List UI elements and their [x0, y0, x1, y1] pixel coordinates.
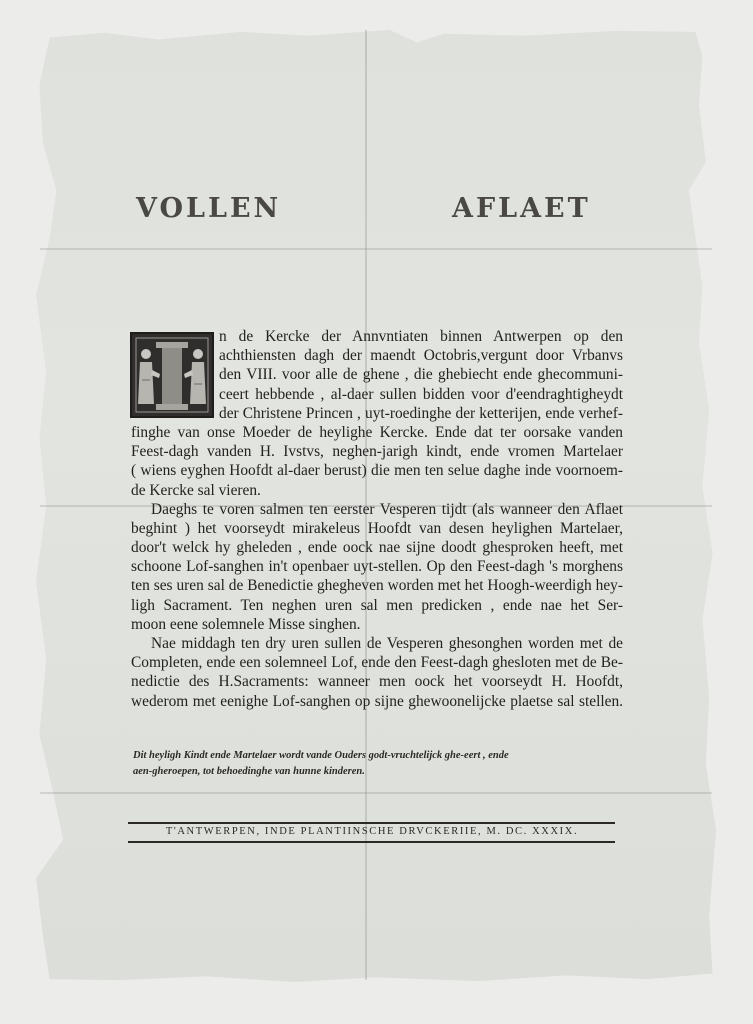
note-line: aen-gheroepen, tot behoedinghe van hunne kinderen. [133, 766, 365, 777]
note-line: Dit heyligh Kindt ende Martelaer wordt vande Ouders godt-vruchtelijck ghe-eert , ende [133, 750, 509, 761]
printer-imprint: T'ANTWERPEN, INDE PLANTIINSCHE DRVCKERIIE, M. DC. XXXIX. [165, 826, 579, 837]
text-line: nedictie des H.Sacraments: wanneer men oock het voorseydt H. Hoofdt, [131, 673, 623, 691]
text-line: beghint ) het voorseydt mirakeleus Hoofdt van desen heylighen Martelaer, [131, 519, 623, 537]
text-line: ligh Sacrament. Ten neghen uren sal men predicken , ende nae het Ser- [131, 596, 623, 614]
fold-crease-horizontal [40, 792, 712, 794]
proclamation-text [131, 327, 623, 711]
text-line: ten ses uren sal de Benedictie ghegheven worden met het Hoogh-weerdigh hey- [131, 577, 623, 595]
italic-note [133, 748, 609, 780]
text-line: de Kercke sal vieren. [131, 481, 261, 499]
text-line: schoone Lof-sanghen in't openbaer uyt-stellen. Op den Feest-dagh 's morghens [131, 558, 623, 576]
text-line: Completen, ende een solemneel Lof, ende den Feest-dagh ghesloten met de Be- [131, 654, 623, 672]
title-left: VOLLEN [136, 193, 282, 224]
fold-crease-horizontal [40, 248, 712, 250]
text-line: ( wiens eyghen Hoofdt al-daer berust) die men ten selue daghe inde voornoem- [131, 462, 623, 480]
text-line: Nae middagh ten dry uren sullen de Vesperen ghesonghen worden met de [151, 635, 623, 652]
text-line: moon eene solemnele Misse singhen. [131, 615, 361, 633]
text-line: der Christene Princen , uyt-roedinghe der ketterijen, ende verhef- [219, 404, 623, 422]
title-right: AFLAET [452, 193, 591, 224]
text-line: Daeghs te voren salmen ten eerster Vesperen tijdt (als wanneer den Aflaet [151, 500, 623, 518]
text-line: n de Kercke der Annvntiaten binnen Antwerpen op den [219, 328, 623, 345]
text-line: wederom met eenighe Lof-sanghen op sijne ghewoonelijcke plaetse sal stellen. [131, 692, 623, 710]
text-line: finghe van onse Moeder de heylighe Kercke. Ende dat ter oorsake vanden [131, 423, 623, 441]
imprint-rule-bottom [128, 841, 615, 843]
imprint-rule-top [128, 822, 615, 824]
text-line: den VIII. voor alle de ghene , die ghebiecht ende ghecommuni- [219, 366, 623, 384]
text-line: ceert hebbende , al-daer sullen bidden voor d'eendraghtigheydt [219, 385, 623, 403]
text-line: door't welck hy gheleden , ende oock nae sijne doodt ghesproken heeft, met [131, 539, 623, 557]
text-line: Feest-dagh vanden H. Ivstvs, neghen-jarigh kindt, ende vromen Martelaer [131, 443, 623, 461]
text-line: achthiensten dagh der maendt Octobris,vergunt door Vrbanvs [219, 347, 623, 365]
